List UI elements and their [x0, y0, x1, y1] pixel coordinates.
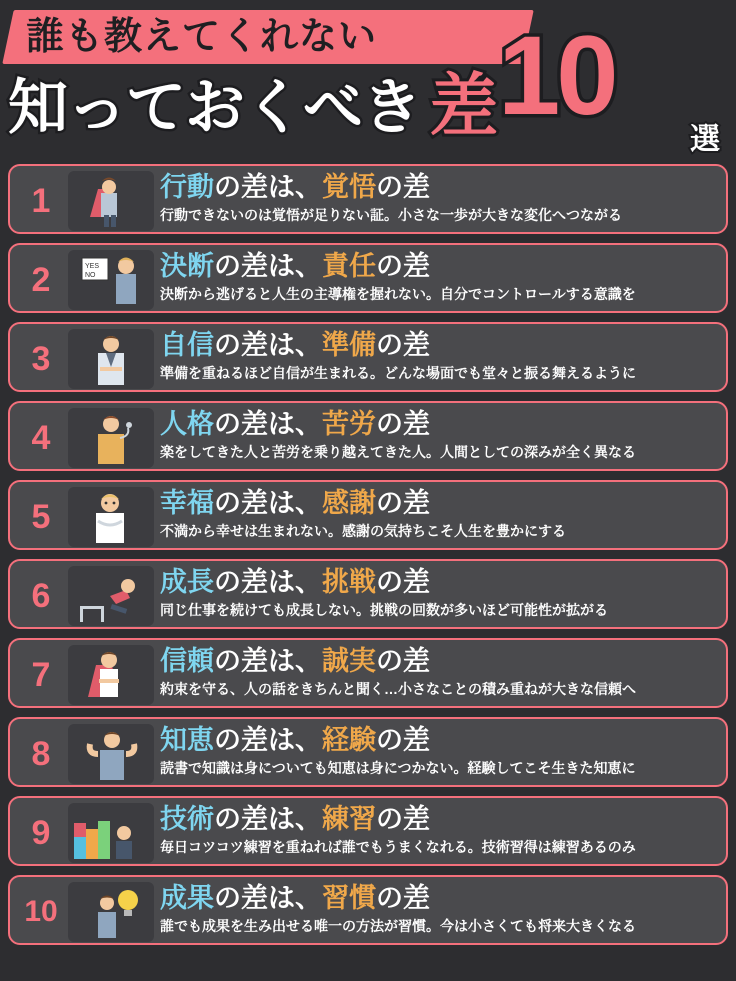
- rank-number: 1: [31, 182, 51, 220]
- confident-person-icon: [68, 329, 154, 389]
- item-subtext: 毎日コツコツ練習を重ねれば誰でもうまくなれる。技術習得は練習あるのみ: [160, 839, 636, 855]
- headline-tail: の差: [376, 804, 430, 834]
- headline-part-b: 準備: [322, 330, 376, 360]
- item-texts: [160, 170, 716, 226]
- lightbulb-idea-icon: [68, 882, 154, 942]
- strong-arms-icon: [68, 724, 154, 784]
- headline-tail: の差: [376, 409, 430, 439]
- list-item[interactable]: [8, 638, 728, 708]
- svg-text:NO: NO: [85, 272, 96, 279]
- headline-middle: の差は、: [214, 725, 322, 755]
- headline-part-b: 誠実: [322, 646, 376, 676]
- item-texts: [160, 328, 716, 384]
- headline-tail: の差: [376, 488, 430, 518]
- title-number: 10: [498, 13, 615, 138]
- list-item[interactable]: [8, 243, 728, 313]
- headline-part-a: 成果: [160, 883, 214, 913]
- headline-middle: の差は、: [214, 488, 322, 518]
- item-texts: [160, 802, 716, 858]
- svg-text:YES: YES: [85, 263, 100, 270]
- hurdle-jump-icon: [68, 566, 154, 626]
- headline-tail: の差: [376, 251, 430, 281]
- list-item[interactable]: [8, 796, 728, 866]
- list-item[interactable]: [8, 480, 728, 550]
- page-title: 知っておくべき: [8, 74, 421, 141]
- headline-part-b: 覚悟: [322, 172, 376, 202]
- headline-part-b: 練習: [322, 804, 376, 834]
- rank-number: 4: [31, 419, 51, 457]
- item-subtext: 行動できないのは覚悟が足りない証。小さな一歩が大きな変化へつながる: [160, 207, 622, 223]
- headline-tail: の差: [376, 567, 430, 597]
- headline-middle: の差は、: [214, 804, 322, 834]
- item-subtext: 読書で知識は身についても知恵は身につかない。経験してこそ生きた知恵に: [160, 760, 636, 776]
- item-headline: [160, 407, 716, 441]
- item-headline: [160, 723, 716, 757]
- item-subtext: 約束を守る、人の話をきちんと聞く…小さなことの積み重ねが大きな信頼へ: [160, 681, 636, 697]
- item-subtext: 誰でも成果を生み出せる唯一の方法が習慣。今は小さくても将来大きくなる: [160, 918, 636, 934]
- headline-part-a: 行動: [160, 172, 214, 202]
- list-item[interactable]: [8, 717, 728, 787]
- rank-number: 10: [24, 895, 58, 928]
- hero-cape-icon: [68, 171, 154, 231]
- headline-middle: の差は、: [214, 330, 322, 360]
- headline-part-b: 責任: [322, 251, 376, 281]
- headline-tail: の差: [376, 330, 430, 360]
- rank-number: 7: [31, 656, 51, 694]
- tips-list: [0, 164, 736, 954]
- headline-middle: の差は、: [214, 172, 322, 202]
- list-item[interactable]: [8, 559, 728, 629]
- title-accent-kanji: 差: [430, 68, 499, 144]
- headline-part-a: 信頼: [160, 646, 214, 676]
- item-headline: [160, 565, 716, 599]
- headline-middle: の差は、: [214, 567, 322, 597]
- rank-number: 5: [31, 498, 51, 536]
- rank-number: 9: [31, 814, 51, 852]
- list-item[interactable]: [8, 401, 728, 471]
- item-texts: [160, 407, 716, 463]
- item-texts: [160, 881, 716, 937]
- rank-number: 6: [31, 577, 51, 615]
- item-headline: [160, 644, 716, 678]
- item-subtext: 同じ仕事を続けても成長しない。挑戦の回数が多いほど可能性が拡がる: [160, 602, 608, 618]
- headline-tail: の差: [376, 725, 430, 755]
- item-texts: [160, 249, 716, 305]
- thinking-person-icon: [68, 408, 154, 468]
- item-headline: [160, 486, 716, 520]
- item-subtext: 楽をしてきた人と苦労を乗り越えてきた人。人間としての深みが全く異なる: [160, 444, 636, 460]
- headline-part-b: 習慣: [322, 883, 376, 913]
- headline-middle: の差は、: [214, 646, 322, 676]
- list-item[interactable]: [8, 875, 728, 945]
- item-texts: [160, 723, 716, 779]
- headline-part-a: 知恵: [160, 725, 214, 755]
- item-texts: [160, 486, 716, 542]
- list-item[interactable]: [8, 322, 728, 392]
- headline-part-b: 感謝: [322, 488, 376, 518]
- headline-tail: の差: [376, 172, 430, 202]
- headline-part-a: 決断: [160, 251, 214, 281]
- item-headline: [160, 881, 716, 915]
- headline-part-a: 自信: [160, 330, 214, 360]
- headline-middle: の差は、: [214, 251, 322, 281]
- headline-tail: の差: [376, 883, 430, 913]
- item-texts: [160, 644, 716, 700]
- item-subtext: 準備を重ねるほど自信が生まれる。どんな場面でも堂々と振る舞えるように: [160, 365, 636, 381]
- headline-part-a: 成長: [160, 567, 214, 597]
- yes-no-choice-icon: [68, 250, 154, 310]
- item-headline: [160, 249, 716, 283]
- happy-person-icon: [68, 487, 154, 547]
- stairs-blocks-icon: [68, 803, 154, 863]
- rank-number: 2: [31, 261, 51, 299]
- headline-part-b: 苦労: [322, 409, 376, 439]
- item-subtext: 決断から逃げると人生の主導権を握れない。自分でコントロールする意識を: [160, 286, 636, 302]
- headline-part-b: 挑戦: [322, 567, 376, 597]
- headline-part-a: 幸福: [160, 488, 214, 518]
- trusted-hero-icon: [68, 645, 154, 705]
- item-headline: [160, 328, 716, 362]
- item-headline: [160, 170, 716, 204]
- title-suffix: 選: [690, 123, 720, 156]
- rank-number: 3: [31, 340, 51, 378]
- headline-middle: の差は、: [214, 883, 322, 913]
- item-headline: [160, 802, 716, 836]
- headline-tail: の差: [376, 646, 430, 676]
- item-subtext: 不満から幸せは生まれない。感謝の気持ちこそ人生を豊かにする: [160, 523, 566, 539]
- item-texts: [160, 565, 716, 621]
- rank-number: 8: [31, 735, 51, 773]
- headline-middle: の差は、: [214, 409, 322, 439]
- headline-part-a: 技術: [160, 804, 214, 834]
- list-item[interactable]: [8, 164, 728, 234]
- ribbon-text: 誰も教えてくれない: [26, 16, 378, 58]
- headline-part-a: 人格: [160, 409, 214, 439]
- headline-part-b: 経験: [322, 725, 376, 755]
- header: [0, 0, 736, 162]
